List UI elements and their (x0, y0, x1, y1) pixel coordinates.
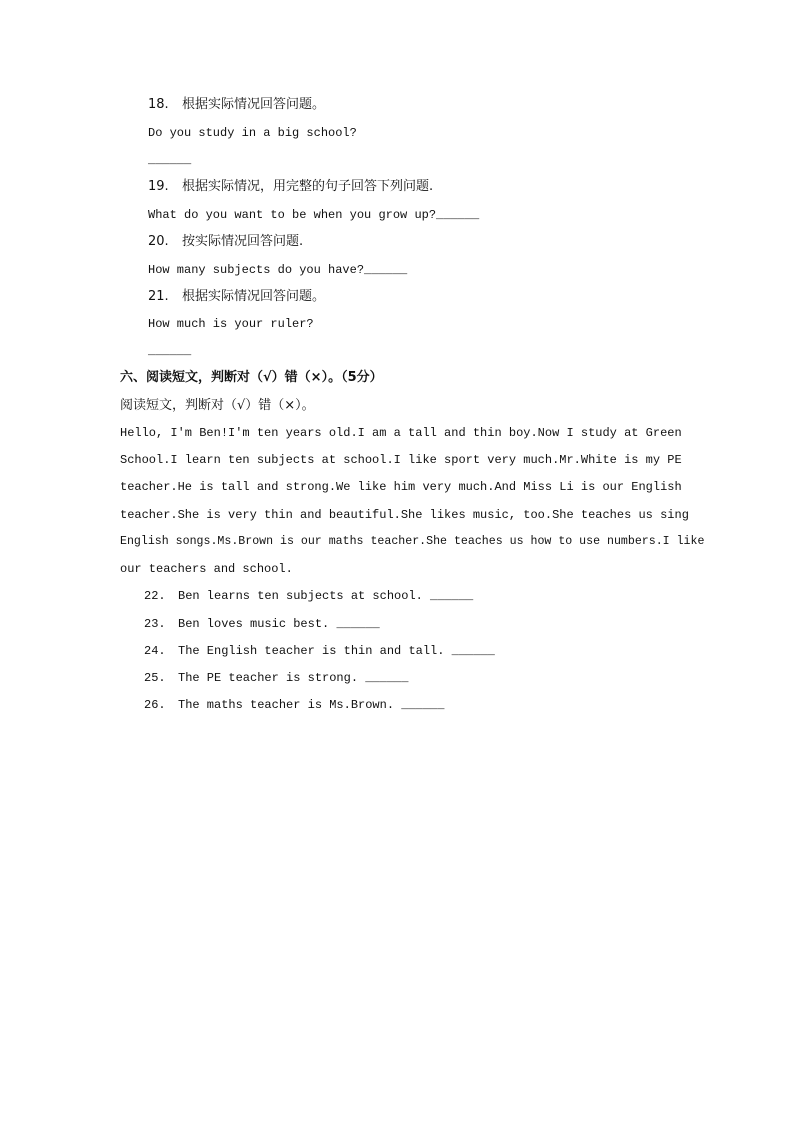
q19-number: 19. (148, 179, 169, 194)
tf-item-23 (144, 616, 380, 632)
q19-instruction-line (148, 179, 433, 195)
item-number: 25. (144, 671, 166, 685)
q20-instruction: 按实际情况回答问题. (182, 234, 304, 249)
q19-answer-blank[interactable]: ______ (436, 208, 480, 222)
q19-instruction: 根据实际情况，用完整的句子回答下列问题. (182, 179, 434, 194)
passage-line: English songs.Ms.Brown is our maths teacher.She teaches us how to use numbers.I like (120, 535, 705, 548)
item-number: 24. (144, 644, 166, 658)
q21-question: How much is your ruler? (148, 317, 314, 331)
item-answer-blank[interactable]: ______ (365, 671, 409, 685)
item-answer-blank[interactable]: ______ (401, 698, 445, 712)
q18-instruction: 根据实际情况回答问题。 (182, 97, 326, 112)
passage-line: Hello, I'm Ben!I'm ten years old.I am a tall and thin boy.Now I study at Green (120, 426, 682, 440)
item-text: Ben learns ten subjects at school. (178, 589, 423, 603)
q20-question-line (148, 262, 407, 278)
passage-line: our teachers and school. (120, 562, 293, 576)
item-answer-blank[interactable]: ______ (451, 644, 495, 658)
q18-instruction-line (148, 97, 325, 113)
item-answer-blank[interactable]: ______ (430, 589, 474, 603)
q21-instruction: 根据实际情况回答问题。 (182, 289, 326, 304)
item-number: 26. (144, 698, 166, 712)
passage-line: teacher.He is tall and strong.We like him very much.And Miss Li is our English (120, 480, 682, 494)
tf-item-24 (144, 643, 495, 659)
item-text: The maths teacher is Ms.Brown. (178, 698, 395, 712)
q20-answer-blank[interactable]: ______ (364, 263, 408, 277)
tf-item-22 (144, 588, 473, 604)
q19-question-line (148, 207, 479, 223)
q20-instruction-line (148, 234, 303, 250)
item-text: Ben loves music best. (178, 617, 330, 631)
tf-item-26 (144, 697, 444, 713)
section6-instruction: 阅读短文，判断对（√）错（×）。 (120, 398, 315, 413)
q21-number: 21. (148, 289, 169, 304)
section6-heading: 六、阅读短文，判断对（√）错（×）。（5分） (120, 370, 383, 385)
q20-number: 20. (148, 234, 169, 249)
q19-question: What do you want to be when you grow up? (148, 208, 437, 222)
item-number: 23. (144, 617, 166, 631)
q18-question: Do you study in a big school? (148, 126, 357, 140)
tf-item-25 (144, 670, 408, 686)
item-number: 22. (144, 589, 166, 603)
q18-number: 18. (148, 97, 169, 112)
item-text: The English teacher is thin and tall. (178, 644, 445, 658)
item-text: The PE teacher is strong. (178, 671, 359, 685)
q20-question: How many subjects do you have? (148, 263, 365, 277)
q21-instruction-line (148, 289, 325, 305)
q21-answer-blank[interactable]: ______ (148, 344, 192, 358)
q18-answer-blank[interactable]: ______ (148, 153, 192, 167)
item-answer-blank[interactable]: ______ (336, 617, 380, 631)
passage-line: teacher.She is very thin and beautiful.She likes music, too.She teaches us sing (120, 508, 689, 522)
passage-line: School.I learn ten subjects at school.I like sport very much.Mr.White is my PE (120, 453, 682, 467)
